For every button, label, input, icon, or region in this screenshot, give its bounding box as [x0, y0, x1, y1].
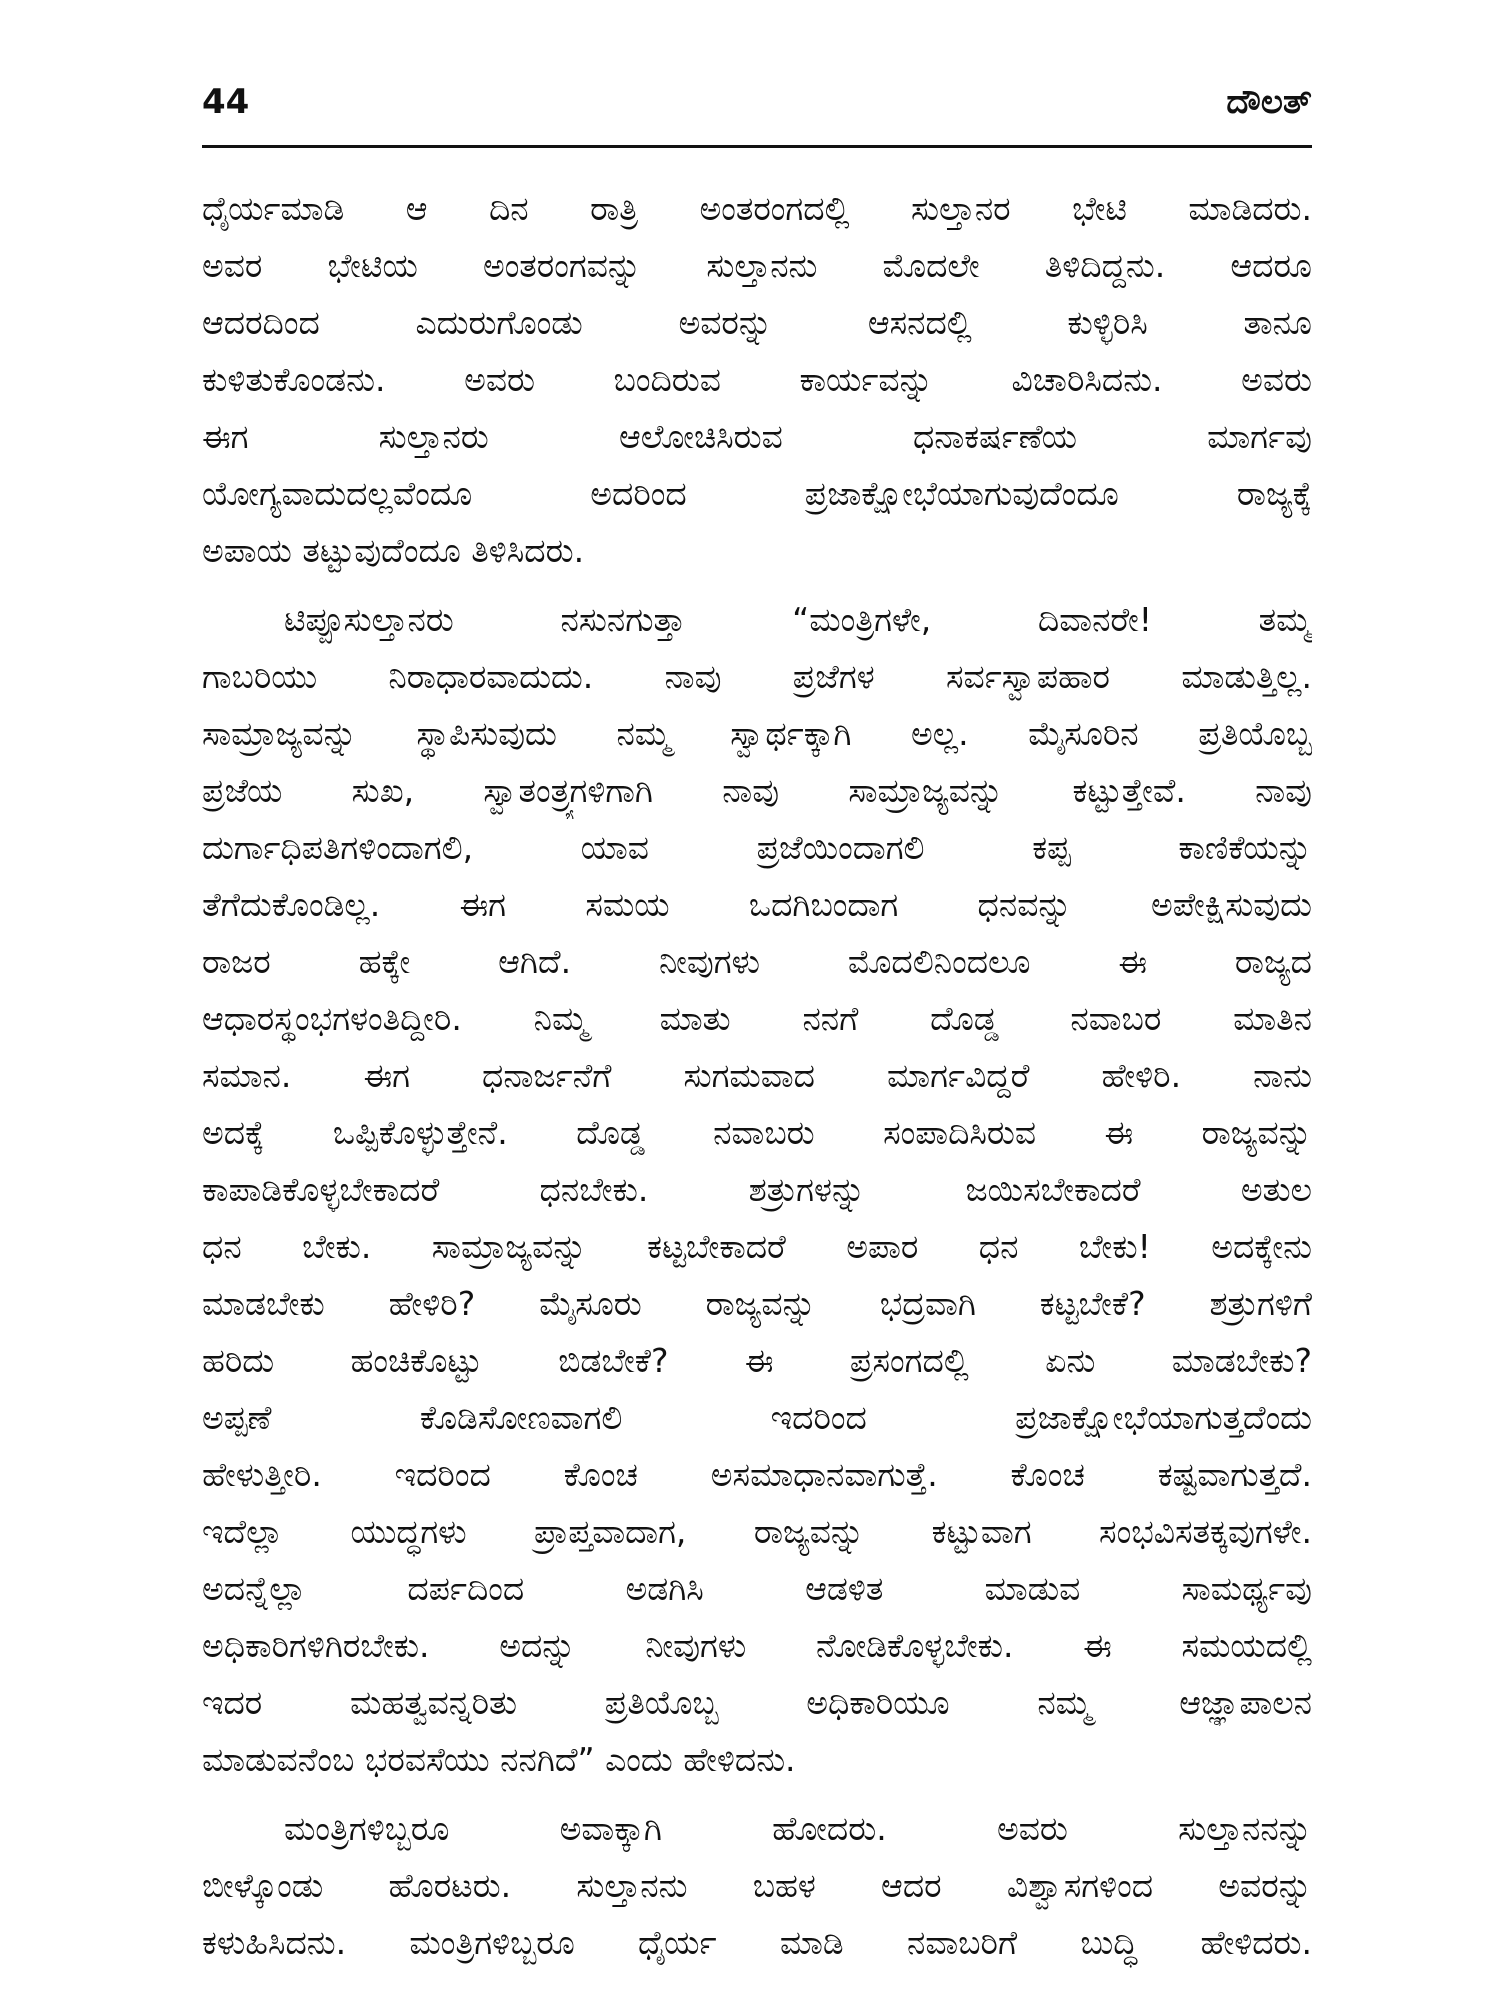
text-line: ಇದೆಲ್ಲಾ ಯುದ್ಧಗಳು ಪ್ರಾಪ್ತವಾದಾಗ, ರಾಜ್ಯವನ್ನು ಕಟ್ಟುವಾಗ ಸಂಭವಿಸತಕ್ಕವುಗಳೇ.	[202, 1512, 1312, 1551]
body-text	[202, 180, 1312, 1983]
header-rule	[202, 145, 1312, 148]
text-line: ಆಧಾರಸ್ಥಂಭಗಳಂತಿದ್ದೀರಿ. ನಿಮ್ಮ ಮಾತು ನನಗೆ ದೊಡ್ಡ ನವಾಬರ ಮಾತಿನ	[202, 999, 1312, 1038]
text-line: ಬೀಳ್ಕೊಂಡು ಹೊರಟರು. ಸುಲ್ತಾನನು ಬಹಳ ಆದರ ವಿಶ್ವಾಸಗಳಿಂದ ಅವರನ್ನು	[202, 1866, 1312, 1905]
running-title: ದೌಲತ್	[1226, 82, 1312, 122]
text-line: ಗಾಬರಿಯು ನಿರಾಧಾರವಾದುದು. ನಾವು ಪ್ರಜೆಗಳ ಸರ್ವಸ್ವಾಪಹಾರ ಮಾಡುತ್ತಿಲ್ಲ.	[202, 657, 1312, 696]
paragraph-2	[202, 591, 1312, 1788]
page-header	[202, 76, 1312, 128]
text-line: ಅಪಾಯ ತಟ್ಟುವುದೆಂದೂ ತಿಳಿಸಿದರು.	[202, 531, 585, 570]
text-line: ಈಗ ಸುಲ್ತಾನರು ಆಲೋಚಿಸಿರುವ ಧನಾಕರ್ಷಣೆಯ ಮಾರ್ಗವು	[202, 417, 1312, 456]
text-line: ಹೇಳುತ್ತೀರಿ. ಇದರಿಂದ ಕೊಂಚ ಅಸಮಾಧಾನವಾಗುತ್ತೆ. ಕೊಂಚ ಕಷ್ಟವಾಗುತ್ತದೆ.	[202, 1455, 1312, 1494]
text-line: ಮಂತ್ರಿಗಳಿಬ್ಬರೂ ಅವಾಕ್ಕಾಗಿ ಹೋದರು. ಅವರು ಸುಲ್ತಾನನನ್ನು	[284, 1809, 1312, 1848]
text-line: ಅಪ್ಪಣೆ ಕೊಡಿಸೋಣವಾಗಲಿ ಇದರಿಂದ ಪ್ರಜಾಕ್ಷೋಭೆಯಾಗುತ್ತದೆಂದು	[202, 1398, 1312, 1437]
text-line: ಇದರ ಮಹತ್ವವನ್ನರಿತು ಪ್ರತಿಯೊಬ್ಬ ಅಧಿಕಾರಿಯೂ ನಮ್ಮ ಆಜ್ಞಾಪಾಲನ	[202, 1683, 1312, 1722]
text-line: ಟಿಪ್ಪೂಸುಲ್ತಾನರು ನಸುನಗುತ್ತಾ “ಮಂತ್ರಿಗಳೇ, ದಿವಾನರೇ! ತಮ್ಮ	[284, 600, 1312, 639]
text-line: ಆದರದಿಂದ ಎದುರುಗೊಂಡು ಅವರನ್ನು ಆಸನದಲ್ಲಿ ಕುಳ್ಳಿರಿಸಿ ತಾನೂ	[202, 303, 1312, 342]
text-line: ಮಾಡಬೇಕು ಹೇಳಿರಿ? ಮೈಸೂರು ರಾಜ್ಯವನ್ನು ಭದ್ರವಾಗಿ ಕಟ್ಟಬೇಕೆ? ಶತ್ರುಗಳಿಗೆ	[202, 1284, 1312, 1323]
text-line: ಧನ ಬೇಕು. ಸಾಮ್ರಾಜ್ಯವನ್ನು ಕಟ್ಟಬೇಕಾದರೆ ಅಪಾರ ಧನ ಬೇಕು! ಅದಕ್ಕೇನು	[202, 1227, 1312, 1266]
text-line: ಕಾಪಾಡಿಕೊಳ್ಳಬೇಕಾದರೆ ಧನಬೇಕು. ಶತ್ರುಗಳನ್ನು ಜಯಿಸಬೇಕಾದರೆ ಅತುಲ	[202, 1170, 1312, 1209]
text-line: ಸಾಮ್ರಾಜ್ಯವನ್ನು ಸ್ಥಾಪಿಸುವುದು ನಮ್ಮ ಸ್ವಾರ್ಥಕ್ಕಾಗಿ ಅಲ್ಲ. ಮೈಸೂರಿನ ಪ್ರತಿಯೊಬ್ಬ	[202, 714, 1312, 753]
text-line: ಯೋಗ್ಯವಾದುದಲ್ಲವೆಂದೂ ಅದರಿಂದ ಪ್ರಜಾಕ್ಷೋಭೆಯಾಗುವುದೆಂದೂ ರಾಜ್ಯಕ್ಕೆ	[202, 474, 1312, 513]
text-line: ಸಮಾನ. ಈಗ ಧನಾರ್ಜನೆಗೆ ಸುಗಮವಾದ ಮಾರ್ಗವಿದ್ದರೆ ಹೇಳಿರಿ. ನಾನು	[202, 1056, 1312, 1095]
text-line: ಅದನ್ನೆಲ್ಲಾ ದರ್ಪದಿಂದ ಅಡಗಿಸಿ ಆಡಳಿತ ಮಾಡುವ ಸಾಮರ್ಥ್ಯವು	[202, 1569, 1312, 1608]
text-line: ಅದಕ್ಕೆ ಒಪ್ಪಿಕೊಳ್ಳುತ್ತೇನೆ. ದೊಡ್ಡ ನವಾಬರು ಸಂಪಾದಿಸಿರುವ ಈ ರಾಜ್ಯವನ್ನು	[202, 1113, 1312, 1152]
paragraph-1	[202, 180, 1312, 579]
text-line: ರಾಜರ ಹಕ್ಕೇ ಆಗಿದೆ. ನೀವುಗಳು ಮೊದಲಿನಿಂದಲೂ ಈ ರಾಜ್ಯದ	[202, 942, 1312, 981]
text-line: ಕಳುಹಿಸಿದನು. ಮಂತ್ರಿಗಳಿಬ್ಬರೂ ಧೈರ್ಯ ಮಾಡಿ ನವಾಬರಿಗೆ ಬುದ್ಧಿ ಹೇಳಿದರು.	[202, 1923, 1312, 1962]
text-line: ದುರ್ಗಾಧಿಪತಿಗಳಿಂದಾಗಲಿ, ಯಾವ ಪ್ರಜೆಯಿಂದಾಗಲಿ ಕಪ್ಪ ಕಾಣಿಕೆಯನ್ನು	[202, 828, 1312, 867]
text-line: ಹರಿದು ಹಂಚಿಕೊಟ್ಟು ಬಿಡಬೇಕೆ? ಈ ಪ್ರಸಂಗದಲ್ಲಿ ಏನು ಮಾಡಬೇಕು?	[202, 1341, 1312, 1380]
text-line: ಮಾಡುವನೆಂಬ ಭರವಸೆಯು ನನಗಿದೆ” ಎಂದು ಹೇಳಿದನು.	[202, 1740, 796, 1779]
text-line: ಧೈರ್ಯಮಾಡಿ ಆ ದಿನ ರಾತ್ರಿ ಅಂತರಂಗದಲ್ಲಿ ಸುಲ್ತಾನರ ಭೇಟಿ ಮಾಡಿದರು.	[202, 189, 1312, 228]
text-line: ಪ್ರಜೆಯ ಸುಖ, ಸ್ವಾತಂತ್ರ್ಯಗಳಿಗಾಗಿ ನಾವು ಸಾಮ್ರಾಜ್ಯವನ್ನು ಕಟ್ಟುತ್ತೇವೆ. ನಾವು	[202, 771, 1312, 810]
text-line: ಅವರ ಭೇಟಿಯ ಅಂತರಂಗವನ್ನು ಸುಲ್ತಾನನು ಮೊದಲೇ ತಿಳಿದಿದ್ದನು. ಆದರೂ	[202, 246, 1312, 285]
text-line: ಅಧಿಕಾರಿಗಳಿಗಿರಬೇಕು. ಅದನ್ನು ನೀವುಗಳು ನೋಡಿಕೊಳ್ಳಬೇಕು. ಈ ಸಮಯದಲ್ಲಿ	[202, 1626, 1312, 1665]
paragraph-3	[202, 1800, 1312, 1971]
text-line: ಕುಳಿತುಕೊಂಡನು. ಅವರು ಬಂದಿರುವ ಕಾರ್ಯವನ್ನು ವಿಚಾರಿಸಿದನು. ಅವರು	[202, 360, 1312, 399]
page-number: 44	[202, 82, 250, 122]
text-line: ತೆಗೆದುಕೊಂಡಿಲ್ಲ. ಈಗ ಸಮಯ ಒದಗಿಬಂದಾಗ ಧನವನ್ನು ಅಪೇಕ್ಷಿಸುವುದು	[202, 885, 1312, 924]
